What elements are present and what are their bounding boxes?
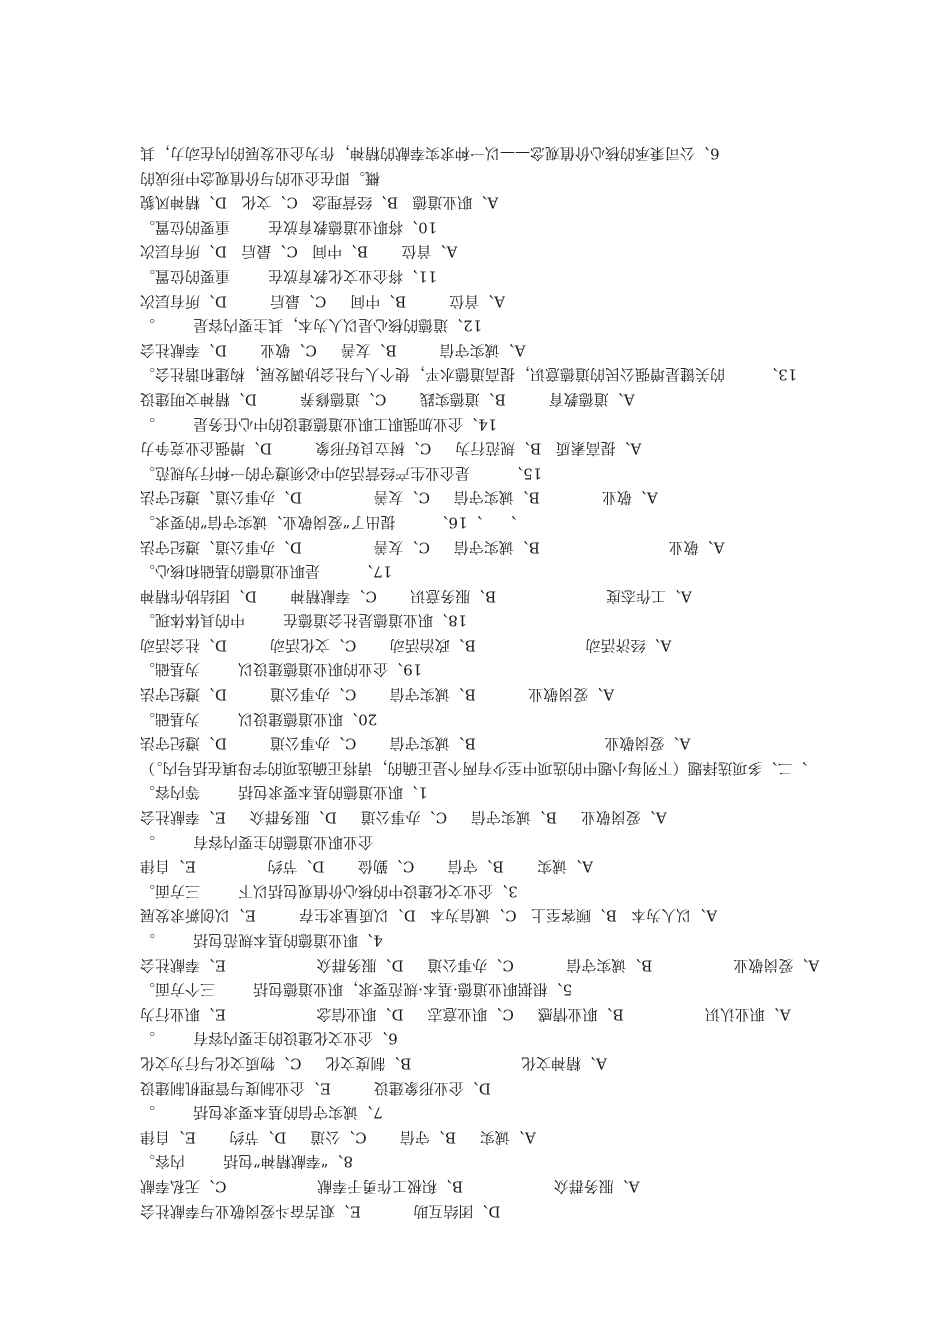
text-line: 3、企业文化建设中的核心价值观包括以下 三方面。 <box>140 882 518 901</box>
text-line: 17、 是职业道德的基础和核心。 <box>140 562 393 581</box>
text-line: A、爱岗敬业 B、诚实守信 C、办事公道 D、遵纪守法 <box>140 685 643 704</box>
text-line: A、精神文化 B、制度文化 C、物质文化与行为文化 <box>140 1054 607 1073</box>
text-line: 5、根据职业道德·基本·规范要求，职业道德包括 三个方面。 <box>140 980 573 999</box>
text-line: 12、道德的核心是以人为本，其主要内容是 。 <box>140 316 483 335</box>
text-line: A、首位 B、中间 C、最后 D、所有层次 <box>140 242 486 261</box>
text-line: A、爱岗敬业 B、诚实守信 C、办事公道 D、遵纪守法 <box>140 734 719 753</box>
text-line: A、服务群众 B、积极工作勇于奉献 C、无私奉献 <box>140 1177 640 1196</box>
text-line: 、二、多项选择题（下列每小题中的选项中至少有两个是正确的，请将正确选项的字母填在括号内。） <box>140 759 808 778</box>
text-line: 19、企业的职业道德建设以 为基础。 <box>140 661 423 680</box>
text-line: A、爱岗敬业 B、诚实守信 C、办事公道 D、服务群众 E、奉献社会 <box>140 808 715 827</box>
text-line: A、爱岗敬业 B、诚实守信 C、办事公道 D、服务群众 E、奉献社会 <box>140 956 820 975</box>
text-line: A、诚实 B、守信 C、公道 D、节约 E、自律 <box>140 1128 536 1147</box>
text-line: A、诚实 B、守信 C、勤俭 D、节约 E、自律 <box>140 857 622 876</box>
text-line: 6、企业文化建设的主要内容有 。 <box>140 1029 398 1048</box>
text-line: A、道德教育 B、道德实践 C、道德修养 D、精神文明建设 <box>140 390 664 409</box>
text-line: 概。即在企业的与价值观念中形成的 <box>140 169 381 188</box>
text-line: A、以人为本 B、顾客至上 C、诚信为本 D、以质量求生存 E、以创新求发展 <box>140 907 718 925</box>
text-line: 10、将职业道德教育放在 重要的位置。 <box>140 218 438 237</box>
text-line: 7、诚实守信的基本要求包括 。 <box>140 1103 383 1122</box>
text-line: 1、职业道德的基本要求包括 等内容。 <box>140 784 428 803</box>
text-line: A、首位 B、中间 C、最后 D、所有层次 <box>140 292 534 311</box>
text-line: A、提高素质 B、规范行为 C、树立良好形象 D、增强企业竞争力 <box>140 439 642 458</box>
text-line: 企业职业道德的主要内容有 。 <box>140 833 374 852</box>
text-line: D、团结互助 E、艰苦奋斗爱岗敬业与奉献社会 <box>140 1202 501 1221</box>
text-line: 4、职业道德的基本规范包括 。 <box>140 931 383 950</box>
text-line: A、经济活动 B、政治活动 C、文化活动 D、社会活动 <box>140 636 677 655</box>
text-line: 20、职业道德建设以 为基础。 <box>140 710 378 729</box>
text-line: 6、公司秉承的核心价值观念——以一种求实奉献的精神，作为企业发展的内在动力，其 <box>140 144 720 163</box>
text-line: A、职业认识 B、职业情感 C、职业意志 D、职业信念 E、职业行为 <box>140 1005 791 1024</box>
text-line: A、工作态度 B、服务意识 C、奉献精神 D、团结协作精神 <box>140 587 692 606</box>
text-line: A、敬业 B、诚实守信 C、友善 D、办事公道、遵纪守法 <box>140 488 658 507</box>
text-line: 、 、16、 提出了“爱岗敬业、诚实守信”的要求。 <box>140 513 517 532</box>
document-body <box>140 141 820 1223</box>
text-line: 8、“奉献精神”包括 内容。 <box>140 1152 354 1171</box>
text-line: A、诚实守信 B、友善 C、敬业 D、奉献社会 <box>140 341 555 360</box>
text-line: 11、将企业文化教育放在 重要的位置。 <box>140 267 438 286</box>
text-line: A、敬业 B、诚实守信 C、友善 D、办事公道、遵纪守法 <box>140 538 725 557</box>
text-line: D、企业形象建设 E、企业制度与管理机制建设 <box>140 1079 491 1098</box>
text-line: 18、职业道德是社会道德在 中的具体体现。 <box>140 611 468 630</box>
text-line: 15、 是企业生产经营活动中必须遵守的一种行为规范。 <box>140 464 543 483</box>
text-line: 13、 的关键是增强公民的道德意识，提高道德水平，使个人与社会协调发展，构建和谐社会。 <box>140 365 798 384</box>
text-line: 14、企业加强职工职业道德建设的中心任务是 。 <box>140 415 498 434</box>
text-line: A、职业道德 B、经营理念 C、文化 D、精神风貌 <box>140 193 527 212</box>
